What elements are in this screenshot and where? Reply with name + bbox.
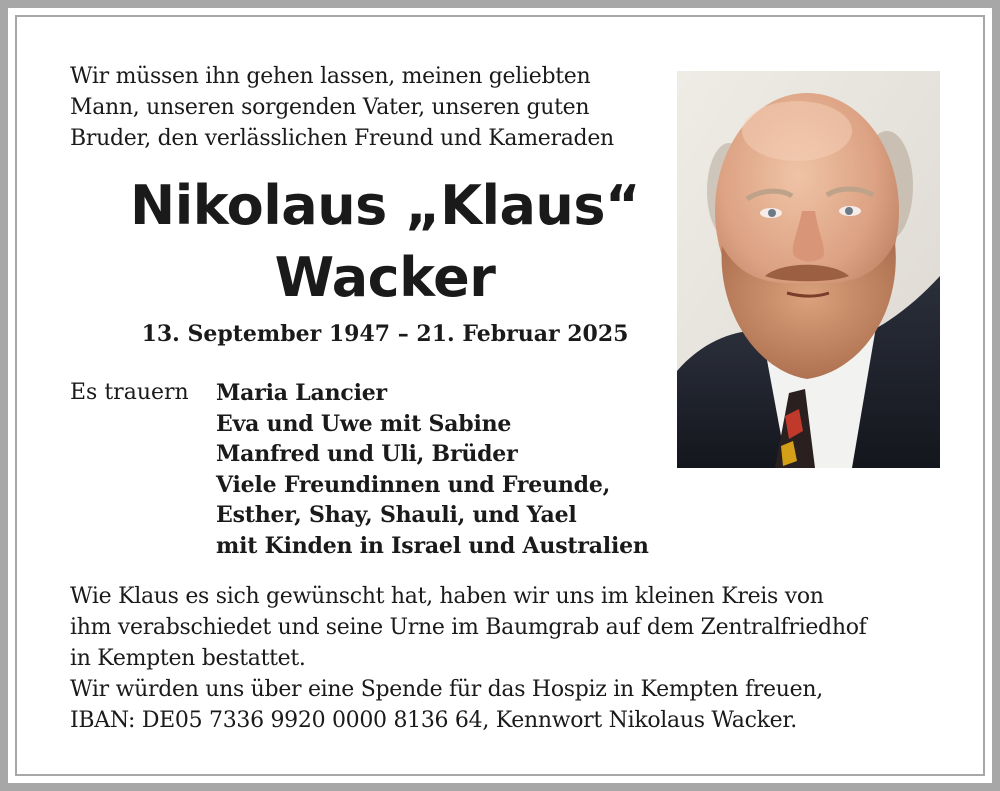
intro-line: Mann, unseren sorgenden Vater, unseren guten — [70, 95, 590, 120]
closing-line: in Kempten bestattet. — [70, 646, 306, 671]
life-dates: 13. September 1947 – 21. Februar 2025 — [141, 321, 629, 347]
closing-text — [70, 581, 950, 736]
donation-iban-line: IBAN: DE05 7336 9920 0000 8136 64, Kennwort Nikolaus Wacker. — [70, 708, 797, 733]
mourner-entry: Viele Freundinnen und Freunde, — [216, 471, 611, 498]
mourner-entry: mit Kinden in Israel und Australien — [216, 532, 649, 559]
mourner-entry: Maria Lancier — [216, 380, 387, 406]
mourners-label: Es trauern — [70, 380, 189, 405]
portrait-illustration — [677, 71, 940, 468]
closing-line: Wir würden uns über eine Spende für das Hospiz in Kempten freuen, — [70, 677, 823, 702]
mourner-entry: Manfred und Uli, Brüder — [216, 441, 518, 467]
mourners-list — [216, 378, 649, 561]
portrait-photo — [677, 71, 940, 468]
deceased-name-line2: Wacker — [274, 246, 496, 309]
intro-text — [70, 61, 670, 154]
intro-line: Bruder, den verlässlichen Freund und Kameraden — [70, 126, 614, 151]
closing-line: Wie Klaus es sich gewünscht hat, haben wir uns im kleinen Kreis von — [70, 584, 824, 609]
mourner-entry: Esther, Shay, Shauli, und Yael — [216, 502, 577, 528]
mourner-entry: Eva und Uwe mit Sabine — [216, 410, 512, 437]
deceased-name — [70, 170, 700, 314]
closing-line: ihm verabschiedet und seine Urne im Baumgrab auf dem Zentralfriedhof — [70, 615, 867, 640]
intro-line: Wir müssen ihn gehen lassen, meinen geliebten — [70, 64, 591, 89]
deceased-name-line1: Nikolaus „Klaus“ — [130, 174, 640, 237]
